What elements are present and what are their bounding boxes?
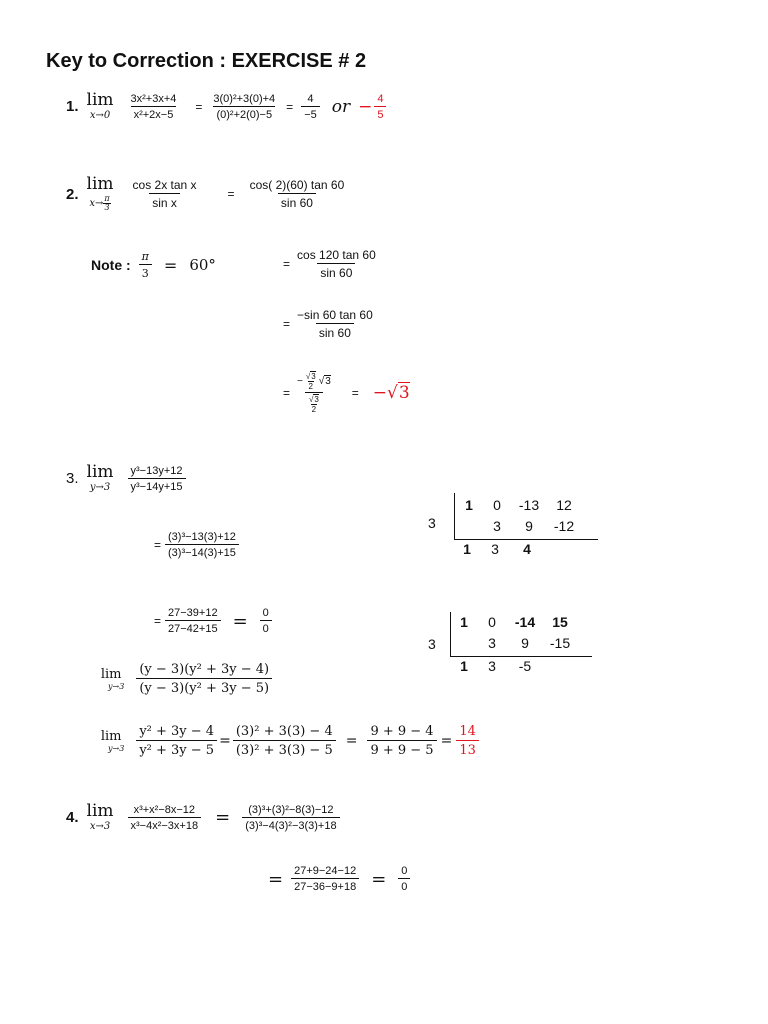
problem-number: 4.: [66, 809, 79, 826]
page-title: Key to Correction : EXERCISE # 2: [46, 50, 367, 72]
fraction: $\frac{4}{-5}$: [301, 93, 320, 121]
fraction: $\frac{\text{y² + 3y − 4}}{\text{y² + 3y − 5}}$: [136, 724, 217, 758]
fraction: $\frac{\text{(3)³−13(3)+12}}{\text{(3)³−14(3)+15}}$: [165, 531, 239, 559]
fraction: $\frac{\text{y³−13y+12}}{\text{y³−14y+15}}$: [128, 465, 186, 493]
limit: lim y→3: [100, 666, 125, 691]
problem-number: 2.: [66, 185, 79, 203]
step: = $\frac{27+9-24-12}{27-36-9+18}$ = $\frac{0}{0}$: [268, 865, 410, 893]
limit: lim x→3: [86, 801, 114, 832]
answer: $\frac{4}{5}$: [374, 93, 386, 121]
step: = $\frac{27-39+12}{27-42+15}$ = $\frac{0}{0}$: [154, 607, 272, 635]
fraction: $\frac{\text{(3)² + 3(3) − 4}}{\text{(3)² + 3(3) − 5}}$: [233, 724, 336, 758]
fraction: $\frac{\pi}{3}$: [139, 250, 152, 280]
fraction: $\frac{0}{0}$: [398, 865, 410, 893]
limit: lim y→3: [86, 462, 114, 493]
problem-number: 3.: [66, 470, 79, 487]
fraction: − $\frac{√3}{2}$ √3 $\frac{√3}{2}$: [297, 372, 331, 414]
limit: lim x→ $\frac{\pi}{3}$: [86, 174, 114, 212]
divider: [450, 656, 592, 657]
step: = $\frac{\cos 120 \tan 60}{\sin 60}$: [283, 248, 379, 280]
divisor: 3: [428, 636, 436, 652]
fraction: $\frac{\text{3x²+3x+4}}{\text{x²+2x−5}}$: [130, 92, 177, 121]
answer: −√3: [372, 383, 410, 403]
or-text: or: [331, 96, 351, 117]
divisor: 3: [428, 515, 436, 531]
step: = $\frac{-\sin 60 \tan 60}{\sin 60}$: [283, 308, 376, 340]
problem-4: 4. lim x→3 $\frac{\text{x³+x²−8x−12}}{\text{x³−4x²−3x+18}}$ = $\frac{\text{(3)³+(3)²−8(3)−12}}{\text{(3)³−4(3)²−3(3)+18}}$: [66, 803, 340, 832]
problem-2: 2. lim x→ $\frac{\pi}{3}$ $\frac{\text{cos 2x tan x}}{\text{sin x}}$ = $\frac{\cos( 2)(60) \tan 60}{\sin 60}$: [66, 176, 347, 212]
problem-1: 1. lim x→0 $\frac{\text{3x²+3x+4}}{\text{x²+2x−5}}$ = $\frac{\text{3(0)²+3(0)+4}}{\text{(0)²+2(0)−5}}$ = $\frac{4}{-5}$ or − $\frac{4}{5}$: [66, 92, 386, 121]
problem-number: 1.: [66, 98, 79, 115]
step: [98, 662, 272, 696]
divider: [454, 539, 598, 540]
fraction: $\frac{\text{3(0)²+3(0)+4}}{\text{(0)²+2(0)−5}}$: [213, 92, 276, 121]
fraction: $\frac{9 + 9 - 4}{9 + 9 - 5}$: [367, 724, 436, 758]
note-label: Note :: [91, 257, 131, 273]
fraction: $\frac{\text{(3)³+(3)²−8(3)−12}}{\text{(3)³−4(3)²−3(3)+18}}$: [242, 804, 339, 832]
answer: $\frac{14}{13}$: [456, 724, 479, 758]
step: lim y→3 $\frac{\text{y² + 3y − 4}}{\text{y² + 3y − 5}}$ = $\frac{\text{(3)² + 3(3) − 4}}{\text{(3)² + 3(3) − 5}}$ = $\frac{9 + 9 - 4}{9 + 9 - 5}$ = $\frac{14}{13}$: [98, 724, 479, 758]
step: = − $\frac{√3}{2}$ √3 $\frac{√3}{2}$ = −√3: [283, 372, 410, 414]
divider: [454, 493, 455, 539]
problem-3: [66, 464, 186, 493]
fraction: $\frac{\cos( 2)(60) \tan 60}{\sin 60}$: [249, 178, 345, 210]
limit: lim y→3: [100, 728, 125, 753]
note-value: 60°: [189, 256, 216, 274]
fraction: $\frac{\text{cos 2x tan x}}{\text{sin x}}$: [132, 178, 197, 210]
answer-sign: −: [358, 96, 373, 117]
limit: lim x→0: [86, 90, 114, 121]
step: = $\frac{\text{(3)³−13(3)+12}}{\text{(3)³−14(3)+15}}$: [154, 531, 239, 559]
fraction: $\frac{\cos 120 \tan 60}{\sin 60}$: [297, 248, 376, 280]
note: Note : $\frac{\pi}{3}$ = 60°: [91, 250, 216, 280]
fraction: $\frac{-\sin 60 \tan 60}{\sin 60}$: [297, 308, 373, 340]
divider: [450, 612, 451, 656]
fraction: $\frac{27+9-24-12}{27-36-9+18}$: [291, 865, 359, 893]
fraction: $\frac{27-39+12}{27-42+15}$: [165, 607, 221, 635]
fraction: $\frac{0}{0}$: [260, 607, 272, 635]
fraction: $\frac{\text{x³+x²−8x−12}}{\text{x³−4x²−3x+18}}$: [128, 804, 202, 832]
fraction: $\frac{\text{(y − 3)(y² + 3y − 4)}}{\text{(y − 3)(y² + 3y − 5)}}$: [136, 662, 272, 696]
